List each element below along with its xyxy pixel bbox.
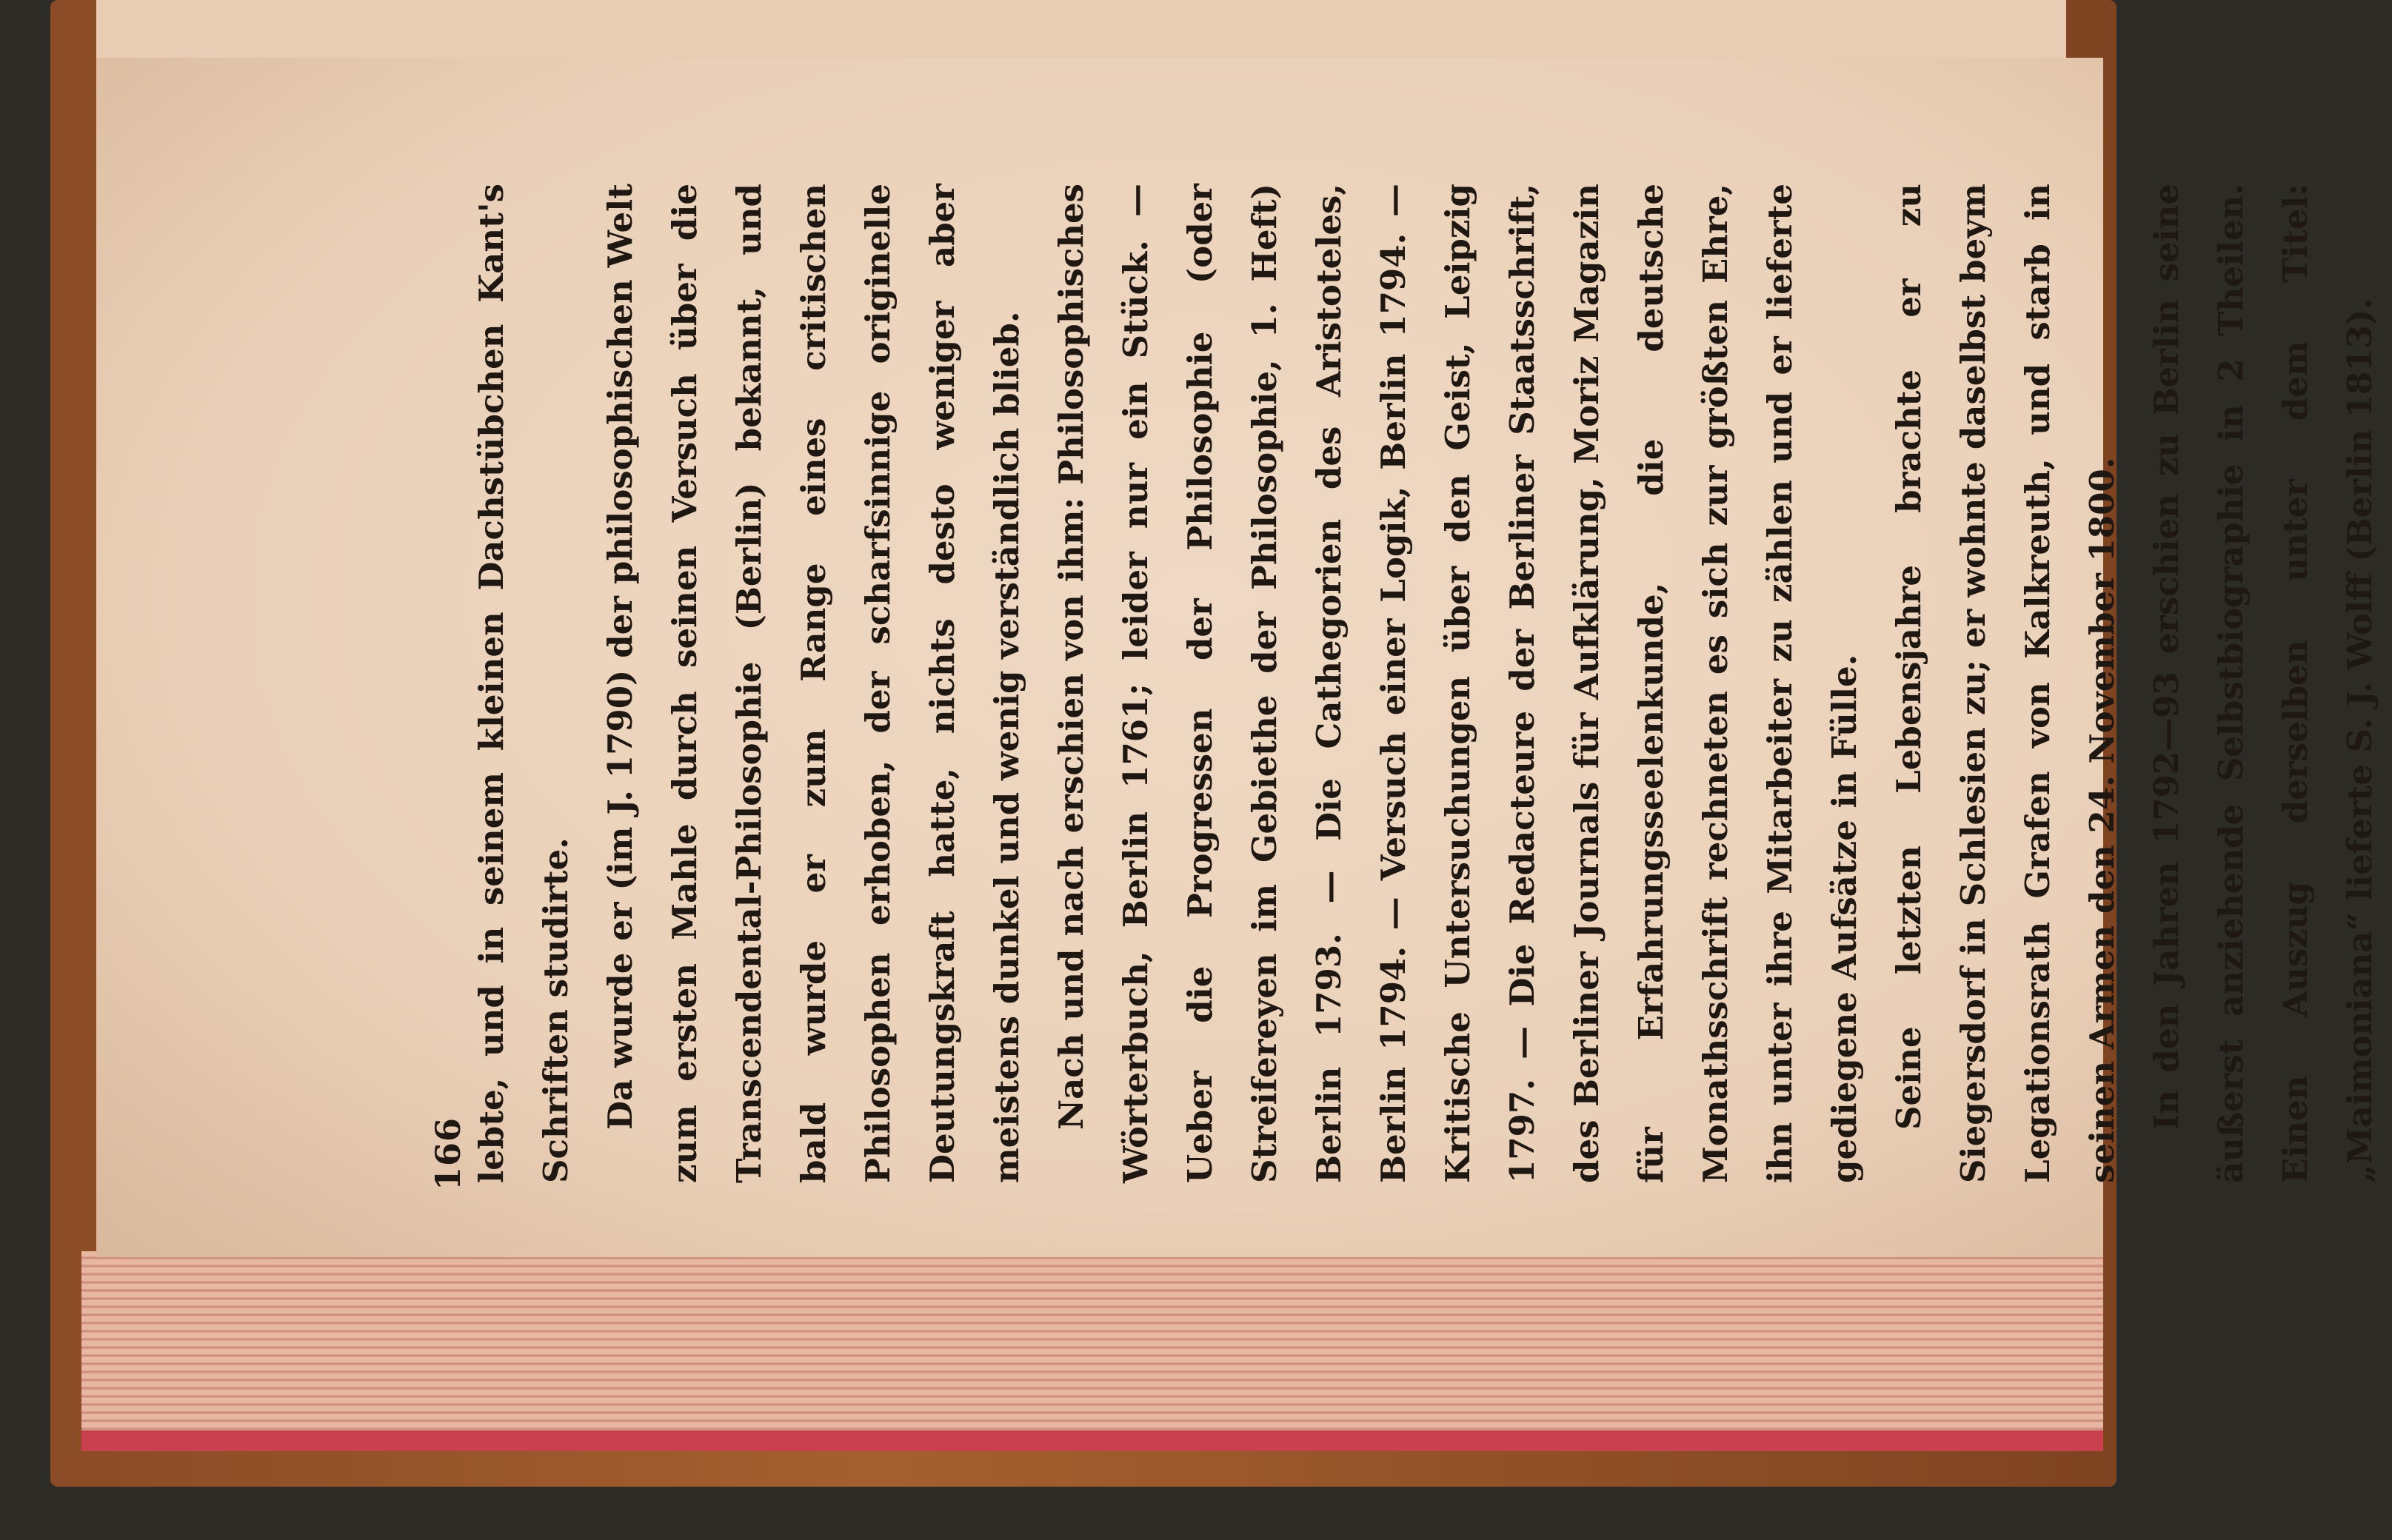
paragraph: Nach und nach erschien von ihm: Philosophisches Wörterbuch, Berlin 1761; leider nur ein Stück. — Ueber die Progressen der Philosophie (oder Streifereyen im Gebiethe der Philosophie, 1. Heft) Berlin 1793. — Die Cathegorien des Aristoteles, Berlin 1794. — Versuch einer Logik, Berlin 1794. — Kritische Untersuchungen über den Geist, Leipzig 1797. — Die Redacteure der Berliner Staatsschrift, des Berliner Journals für Aufklärung, Moriz Magazin für Erfahrungsseelenkunde, die deutsche Monathsschrift rechneten es sich zur größten Ehre, ihn unter ihre Mitarbeiter zu zählen und er lieferte gediegene Aufsätze in Fülle. <box>1052 184 1864 1183</box>
paragraph: lebte, und in seinem kleinen Dachstübchen Kant's Schriften studirte. <box>472 184 575 1183</box>
page-edges <box>81 1251 2103 1451</box>
book-page <box>96 58 2379 1257</box>
page-number: 166 <box>428 1116 468 1191</box>
preceding-page-edge <box>96 0 2066 58</box>
paragraph: Seine letzten Lebensjahre brachte er zu Siegersdorf in Schlesien zu; er wohnte daselbst beym Legationsrath Grafen von Kalkreuth, und starb in seinen Armen den 24. November 1800. <box>1889 184 2122 1183</box>
paragraph: Da wurde er (im J. 1790) der philosophischen Welt zum ersten Mahle durch seinen Versuch über die Transcendental-Philosophie (Berlin) bekannt, und bald wurde er zum Range eines critischen Philosophen erhoben, der scharfsinnige originelle Deutungskraft hatte, nichts desto weniger aber meistens dunkel und wenig verständlich blieb. <box>601 184 1026 1183</box>
page-text <box>459 184 2392 1183</box>
paragraph: In den Jahren 1792—93 erschien zu Berlin seine äußerst anziehende Selbstbiographie in 2 Theilen. Einen Auszug derselben unter dem Titel: „Maimoniana“ lieferte S. J. Wolff (Berlin 1813). <box>2147 184 2379 1183</box>
